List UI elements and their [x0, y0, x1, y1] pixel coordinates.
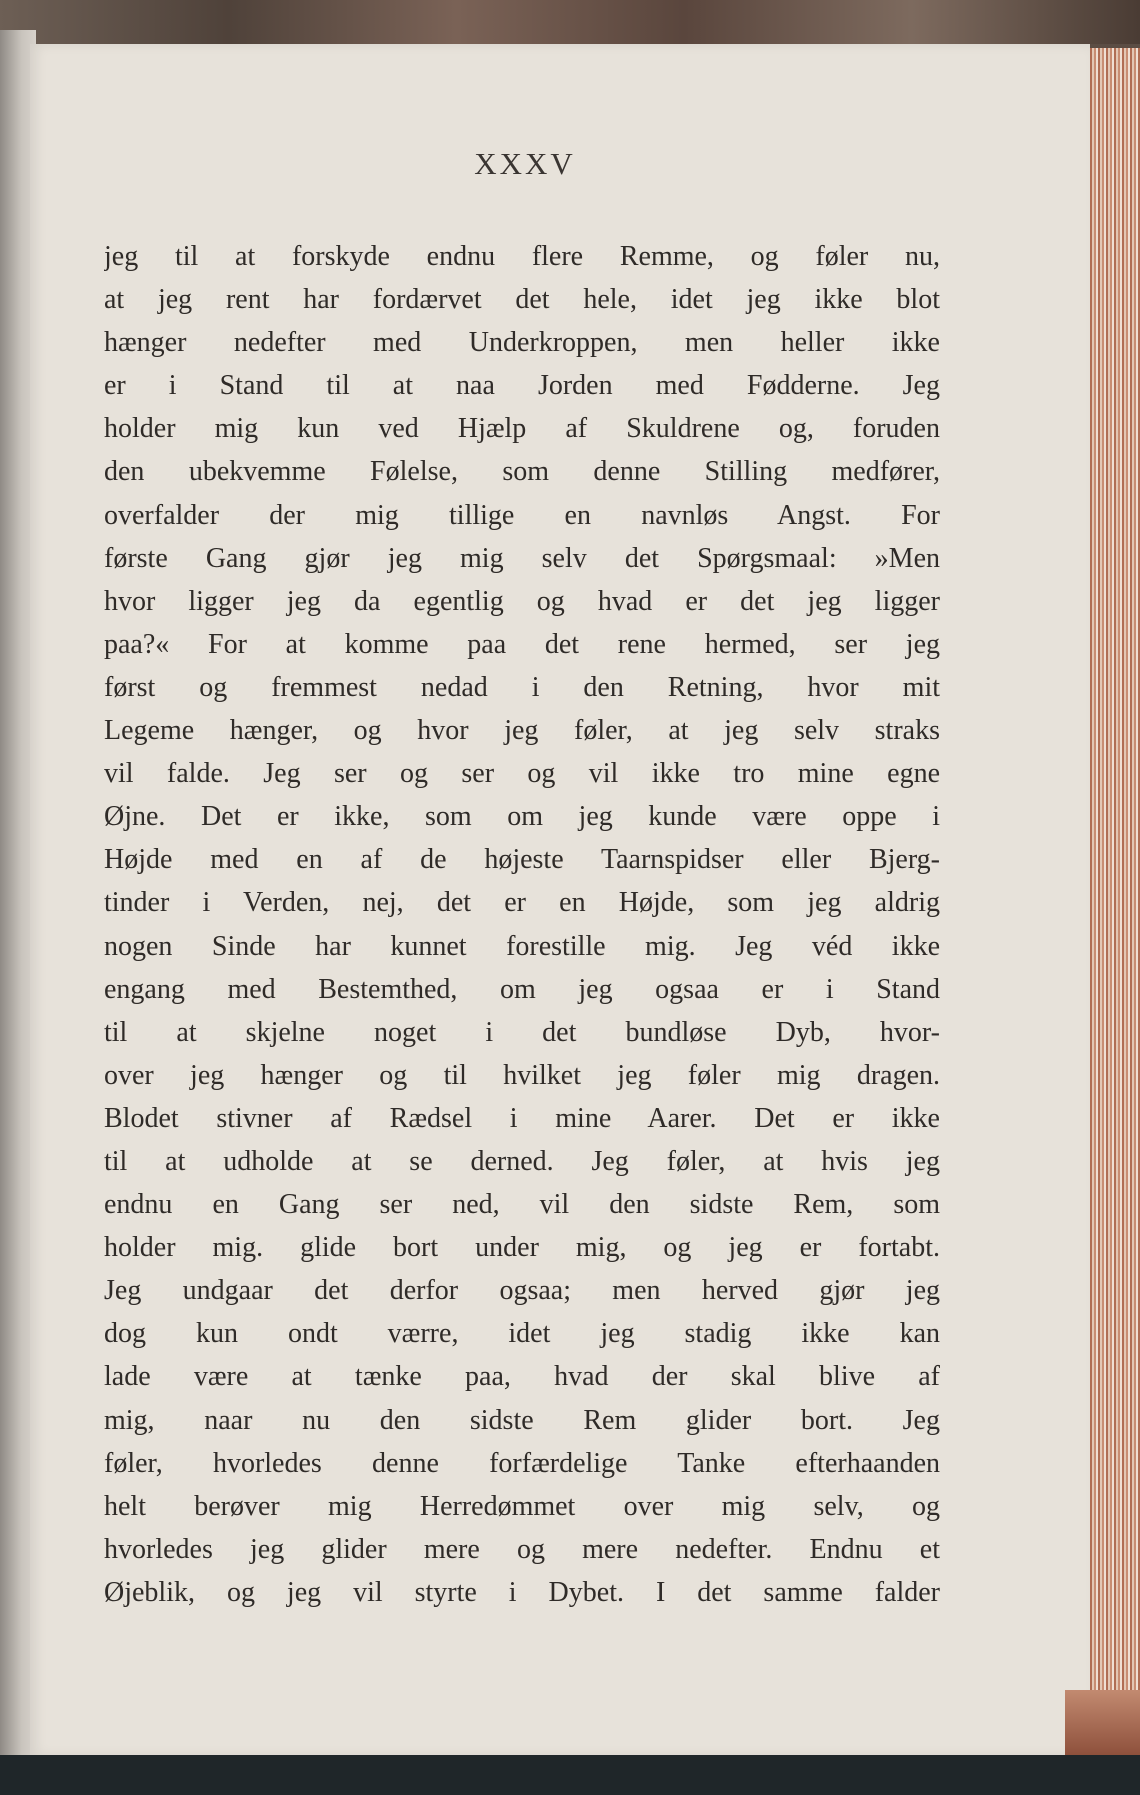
text-line: overfalder der mig tillige en navnløs Angst. For — [104, 499, 940, 531]
text-line: endnu en Gang ser ned, vil den sidste Rem, som — [104, 1189, 940, 1221]
text-line: holder mig kun ved Hjælp af Skuldrene og, foruden — [104, 413, 940, 445]
page-stack-edge — [1090, 48, 1140, 1718]
text-line: Jeg undgaar det derfor ogsaa; men herved gjør jeg — [104, 1275, 940, 1307]
text-line: Øjeblik, og jeg vil styrte i Dybet. I det samme falder — [104, 1576, 940, 1608]
book-top-edge — [0, 0, 1140, 44]
text-line: føler, hvorledes denne forfærdelige Tanke efterhaanden — [104, 1447, 940, 1479]
text-line: hvor ligger jeg da egentlig og hvad er det jeg ligger — [104, 585, 940, 617]
text-line: Øjne. Det er ikke, som om jeg kunde være oppe i — [104, 801, 940, 833]
text-line: helt berøver mig Herredømmet over mig selv, og — [104, 1490, 940, 1522]
text-line: først og fremmest nedad i den Retning, hvor mit — [104, 671, 940, 703]
text-line: den ubekvemme Følelse, som denne Stilling medfører, — [104, 456, 940, 488]
text-line: tinder i Verden, nej, det er en Højde, som jeg aldrig — [104, 887, 940, 919]
text-line: at jeg rent har fordærvet det hele, idet jeg ikke blot — [104, 284, 940, 316]
text-line: til at skjelne noget i det bundløse Dyb, hvor- — [104, 1016, 940, 1048]
text-line: paa?« For at komme paa det rene hermed, ser jeg — [104, 628, 940, 660]
text-line: Højde med en af de højeste Taarnspidser eller Bjerg- — [104, 844, 940, 876]
text-line: mig, naar nu den sidste Rem glider bort. Jeg — [104, 1404, 940, 1436]
text-line: engang med Bestemthed, om jeg ogsaa er i Stand — [104, 973, 940, 1005]
text-line: lade være at tænke paa, hvad der skal blive af — [104, 1361, 940, 1393]
page-number: XXXV — [474, 146, 576, 181]
page-text-body — [104, 235, 940, 1614]
text-line: til at udholde at se derned. Jeg føler, at hvis jeg — [104, 1145, 940, 1177]
text-line: nogen Sinde har kunnet forestille mig. Jeg véd ikke — [104, 930, 940, 962]
text-line: dog kun ondt værre, idet jeg stadig ikke kan — [104, 1318, 940, 1350]
text-line: første Gang gjør jeg mig selv det Spørgsmaal: »Men — [104, 542, 940, 574]
text-line: Blodet stivner af Rædsel i mine Aarer. Det er ikke — [104, 1102, 940, 1134]
text-line: Legeme hænger, og hvor jeg føler, at jeg selv straks — [104, 715, 940, 747]
page-stack-corner — [1065, 1690, 1140, 1760]
text-line: holder mig. glide bort under mig, og jeg er fortabt. — [104, 1232, 940, 1264]
book-bottom-edge — [0, 1755, 1140, 1795]
text-line: hvorledes jeg glider mere og mere nedefter. Endnu et — [104, 1533, 940, 1565]
text-line: over jeg hænger og til hvilket jeg føler mig dragen. — [104, 1059, 940, 1091]
text-line: hænger nedefter med Underkroppen, men heller ikke — [104, 327, 940, 359]
text-line: jeg til at forskyde endnu flere Remme, og føler nu, — [104, 241, 940, 272]
text-line: er i Stand til at naa Jorden med Fødderne. Jeg — [104, 370, 940, 402]
text-line: vil falde. Jeg ser og ser og vil ikke tro mine egne — [104, 758, 940, 790]
